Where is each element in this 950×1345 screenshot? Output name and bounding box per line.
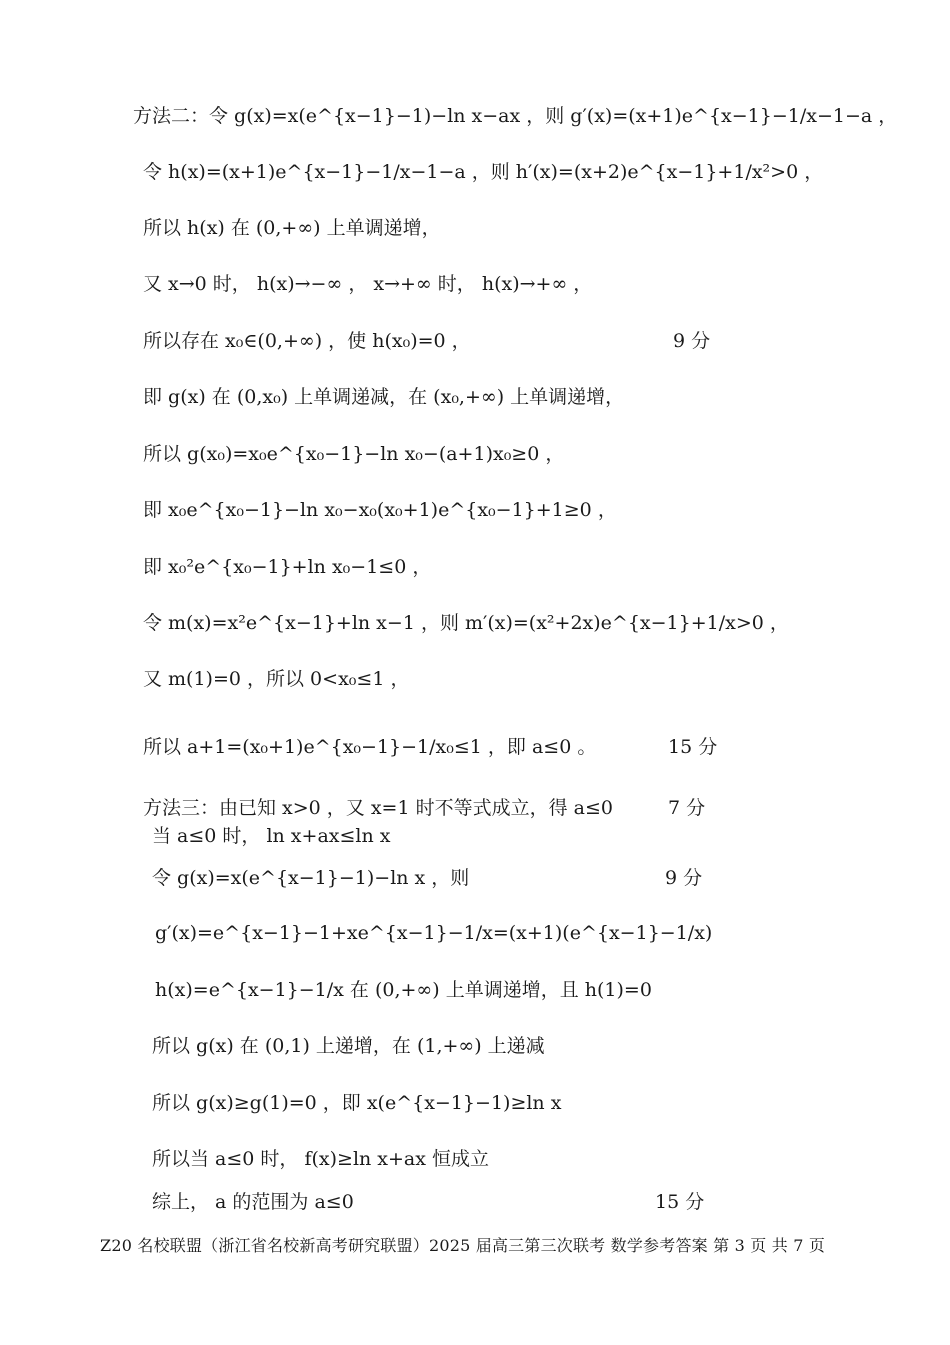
method2-line-4: 又 x→0 时， h(x)→−∞ ， x→+∞ 时， h(x)→+∞ ，	[143, 273, 593, 295]
method2-line-8: 即 x₀e^{x₀−1}−ln x₀−x₀(x₀+1)e^{x₀−1}+1≥0 ，	[143, 499, 617, 521]
method2-line-12: 所以 a+1=(x₀+1)e^{x₀−1}−1/x₀≤1 ，即 a≤0 。	[143, 736, 597, 758]
method3-line-8: 所以当 a≤0 时， f(x)≥ln x+ax 恒成立	[152, 1148, 490, 1170]
method3-line-5: h(x)=e^{x−1}−1/x 在 (0,+∞) 上单调递增，且 h(1)=0	[155, 979, 652, 1001]
method2-line-11: 又 m(1)=0 ，所以 0<x₀≤1 ，	[143, 668, 410, 690]
method2-line-3: 所以 h(x) 在 (0,+∞) 上单调递增，	[143, 217, 441, 239]
method3-line-6: 所以 g(x) 在 (0,1) 上递增，在 (1,+∞) 上递减	[152, 1035, 545, 1057]
method2-line-10: 令 m(x)=x²e^{x−1}+ln x−1 ，则 m′(x)=(x²+2x)e^{x−1}+1/x>0 ，	[143, 612, 789, 634]
method3-line-7: 所以 g(x)≥g(1)=0 ，即 x(e^{x−1}−1)≥ln x	[152, 1092, 562, 1114]
method2-line-9: 即 x₀²e^{x₀−1}+ln x₀−1≤0 ，	[143, 556, 432, 578]
method3-line-1: 方法三：由已知 x>0 ，又 x=1 时不等式成立，得 a≤0	[143, 797, 613, 819]
score-label: 15 分	[668, 736, 718, 758]
page-footer: Z20 名校联盟（浙江省名校新高考研究联盟）2025 届高三第三次联考 数学参考答案 第 3 页 共 7 页	[100, 1236, 826, 1255]
score-label: 9 分	[673, 330, 711, 352]
method3-line-3: 令 g(x)=x(e^{x−1}−1)−ln x ，则	[152, 867, 470, 889]
method3-line-2: 当 a≤0 时， ln x+ax≤ln x	[152, 825, 391, 847]
method2-line-6: 即 g(x) 在 (0,x₀) 上单调递减，在 (x₀,+∞) 上单调递增，	[143, 386, 625, 408]
method3-line-9: 综上， a 的范围为 a≤0	[152, 1191, 354, 1213]
score-label: 7 分	[668, 797, 706, 819]
score-label: 15 分	[655, 1191, 705, 1213]
method2-line-2: 令 h(x)=(x+1)e^{x−1}−1/x−1−a ，则 h′(x)=(x+2)e^{x−1}+1/x²>0 ，	[143, 161, 824, 183]
method3-line-4: g′(x)=e^{x−1}−1+xe^{x−1}−1/x=(x+1)(e^{x−1}−1/x)	[155, 922, 713, 944]
method2-line-5: 所以存在 x₀∈(0,+∞) ，使 h(x₀)=0 ，	[143, 330, 471, 352]
score-label: 9 分	[665, 867, 703, 889]
method2-line-7: 所以 g(x₀)=x₀e^{x₀−1}−ln x₀−(a+1)x₀≥0 ，	[143, 443, 565, 465]
method2-line-1: 方法二：令 g(x)=x(e^{x−1}−1)−ln x−ax ，则 g′(x)=(x+1)e^{x−1}−1/x−1−a ，	[133, 105, 898, 127]
